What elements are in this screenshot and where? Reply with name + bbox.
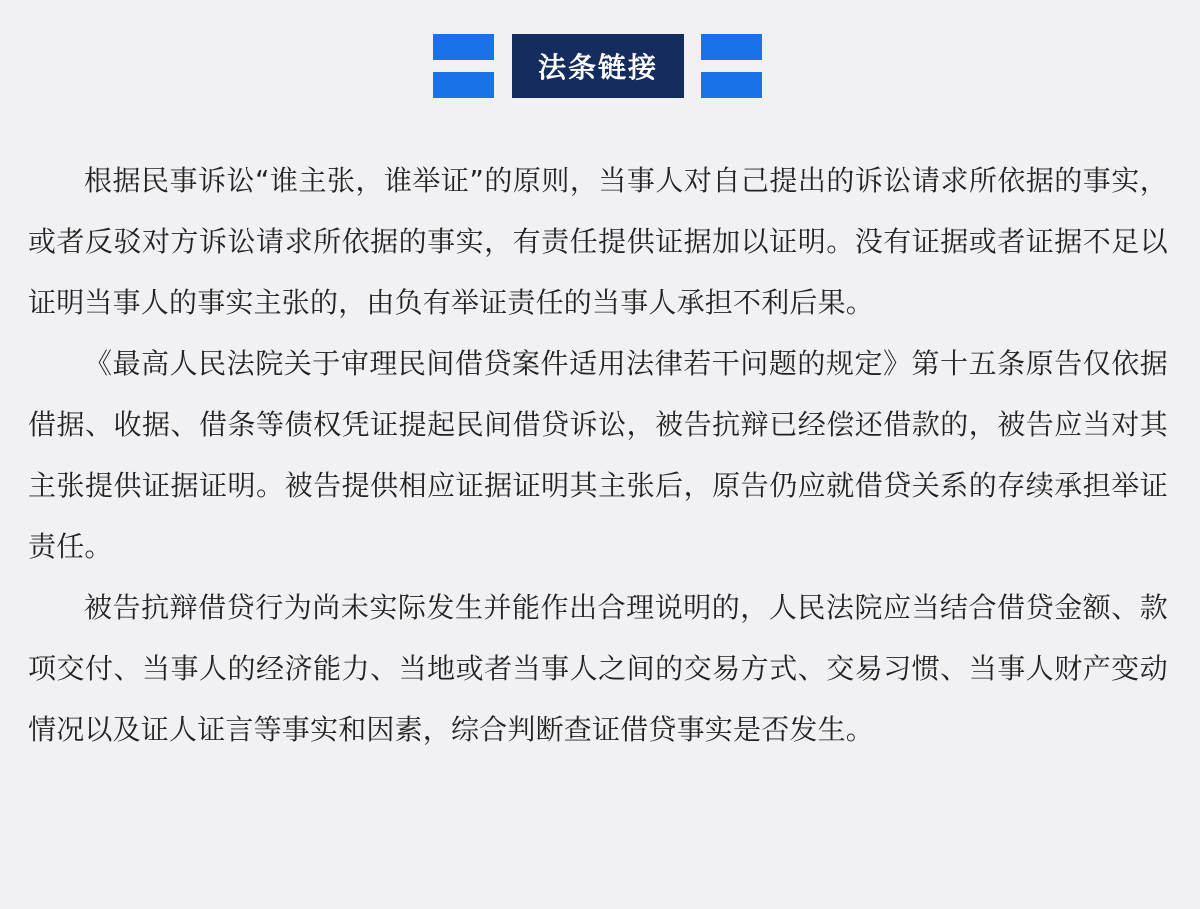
decoration-bar — [701, 34, 762, 60]
title-box — [512, 34, 684, 98]
article-body — [28, 150, 1168, 760]
left-decoration — [433, 34, 494, 98]
section-header — [0, 34, 1200, 98]
section-title: 法条链接 — [537, 51, 658, 84]
decoration-bar — [701, 72, 762, 98]
paragraph-burden-of-proof: 根据民事诉讼“谁主张，谁举证”的原则，当事人对自己提出的诉讼请求所依据的事实，或者反驳对方诉讼请求所依据的事实，有责任提供证据加以证明。没有证据或者证据不足以证明当事人的事实主张的，由负有举证责任的当事人承担不利后果。 — [28, 164, 1168, 319]
paragraph-article-15: 《最高人民法院关于审理民间借贷案件适用法律若干问题的规定》第十五条原告仅依据借据、收据、借条等债权凭证提起民间借贷诉讼，被告抗辩已经偿还借款的，被告应当对其主张提供证据证明。被告提供相应证据证明其主张后，原告仍应就借贷关系的存续承担举证责任。 — [28, 347, 1168, 563]
decoration-bar — [433, 34, 494, 60]
decoration-bar — [433, 72, 494, 98]
right-decoration — [701, 34, 762, 98]
paragraph-defense: 被告抗辩借贷行为尚未实际发生并能作出合理说明的，人民法院应当结合借贷金额、款项交付、当事人的经济能力、当地或者当事人之间的交易方式、交易习惯、当事人财产变动情况以及证人证言等事实和因素，综合判断查证借贷事实是否发生。 — [28, 591, 1168, 746]
